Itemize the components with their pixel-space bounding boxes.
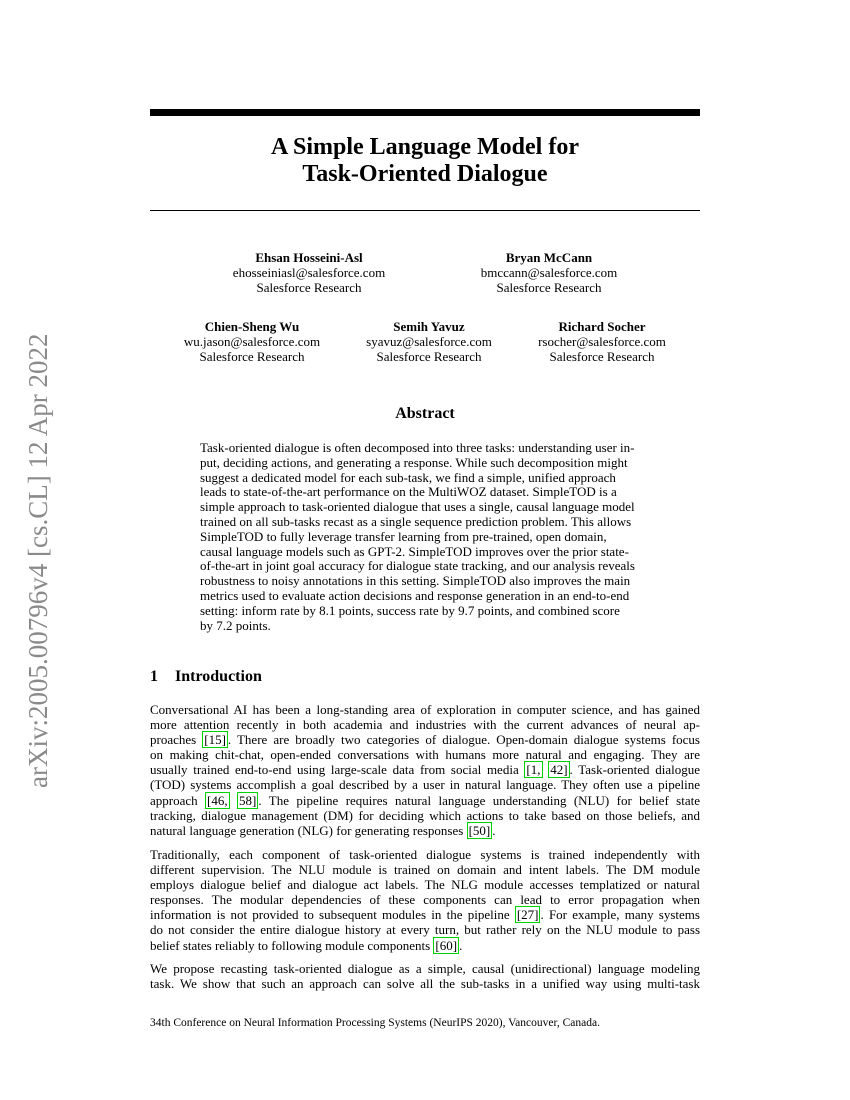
abstract-line: of-the-art in joint goal accuracy for dialogue state tracking, and our analysis reveals xyxy=(200,558,635,574)
abstract-line: metrics used to evaluate action decisions and response generation in an end-to-end xyxy=(200,587,630,603)
text-line xyxy=(150,732,700,747)
citation-link[interactable]: [1, xyxy=(526,762,541,778)
abstract-line: put, deciding actions, and generating a response. While such decomposition might xyxy=(200,454,628,470)
text-line: task. We show that such an approach can solve all the sub-tasks in a unified way using multi-task xyxy=(150,976,700,992)
author-name: Richard Socher xyxy=(558,319,646,334)
section-number: 1 xyxy=(150,668,158,685)
title-top-rule xyxy=(150,109,700,116)
citation-link[interactable]: 58] xyxy=(239,792,257,808)
abstract-line: setting: inform rate by 8.1 points, success rate by 9.7 points, and combined score xyxy=(200,602,620,618)
author-affiliation: Salesforce Research xyxy=(199,349,305,364)
title-bottom-rule xyxy=(150,210,700,211)
author-name: Ehsan Hosseini-Asl xyxy=(255,250,363,265)
text-line: different supervision. The NLU module is trained on domain and intent labels. The DM module xyxy=(150,862,700,878)
author-affiliation: Salesforce Research xyxy=(256,280,362,295)
text-line: more attention recently in both academia and industries with the current advances of neural ap- xyxy=(150,717,700,733)
text-span: information is not provided to subsequent modules in the pipeline xyxy=(150,907,515,923)
intro-paragraph-3 xyxy=(150,961,700,991)
text-line: (TOD) systems accomplish a goal described by a user in natural language. They often use a pipeline xyxy=(150,777,700,793)
abstract-line: leads to state-of-the-art performance on the MultiWOZ dataset. SimpleTOD is a xyxy=(200,484,617,500)
abstract-line: by 7.2 points. xyxy=(200,617,271,633)
abstract-line: robustness to noisy annotations in this setting. SimpleTOD also improves the main xyxy=(200,573,631,589)
text-span: approach xyxy=(150,792,206,808)
text-line xyxy=(150,762,700,777)
abstract-line: causal language models such as GPT-2. SimpleTOD improves over the prior state- xyxy=(200,543,629,559)
author-email[interactable]: wu.jason@salesforce.com xyxy=(183,334,321,349)
text-span: belief states reliably to following module components xyxy=(150,937,434,953)
text-line xyxy=(150,907,700,922)
intro-paragraph-2 xyxy=(150,847,700,953)
text-line: tracking, dialogue management (DM) for deciding which actions to take based on those beliefs, and xyxy=(150,807,700,823)
abstract-line: trained on all sub-tasks recast as a single sequence prediction problem. This allows xyxy=(200,513,632,529)
text-span: . The pipeline requires natural language understanding (NLU) for belief state xyxy=(258,792,701,808)
abstract-line: SimpleTOD to fully leverage transfer learning from pre-trained, open domain, xyxy=(200,528,607,544)
citation-link[interactable]: [50] xyxy=(468,822,491,838)
author-block xyxy=(492,319,712,364)
citation-link[interactable]: [27] xyxy=(516,907,539,923)
text-span: proaches xyxy=(150,732,203,748)
text-span: . There are broadly two categories of dialogue. Open-domain dialogue systems focus xyxy=(227,732,700,748)
author-email[interactable]: rsocher@salesforce.com xyxy=(538,334,666,349)
text-line: do not consider the entire dialogue history at every turn, but rather rely on the NLU module to pass xyxy=(150,922,700,938)
abstract-line: suggest a dedicated model for each sub-task, we find a simple, unified approach xyxy=(200,469,616,485)
conference-footnote: 34th Conference on Neural Information Processing Systems (NeurIPS 2020), Vancouver, Canada. xyxy=(150,1017,600,1029)
citation-link[interactable]: [60] xyxy=(435,937,458,953)
author-affiliation: Salesforce Research xyxy=(376,349,482,364)
text-span: . xyxy=(492,822,496,838)
title-line-1: A Simple Language Model for xyxy=(270,134,579,160)
author-affiliation: Salesforce Research xyxy=(549,349,655,364)
arxiv-identifier-stamp: arXiv:2005.00796v4 [cs.CL] 12 Apr 2022 xyxy=(23,333,53,788)
abstract-heading: Abstract xyxy=(395,405,455,422)
citation-link[interactable]: [46, xyxy=(207,792,228,808)
text-line: employs dialogue belief and dialogue act labels. The NLG module accesses templatized or natural xyxy=(150,877,700,893)
text-span: usually trained end-to-end using large-scale data from social media xyxy=(150,762,525,778)
text-span: . For example, many systems xyxy=(540,907,700,923)
text-span: natural language generation (NLG) for generating responses xyxy=(150,822,467,838)
author-affiliation: Salesforce Research xyxy=(496,280,602,295)
citation-link[interactable]: 42] xyxy=(550,762,568,778)
author-name: Bryan McCann xyxy=(505,250,593,265)
abstract-line: Task-oriented dialogue is often decomposed into three tasks: understanding user in- xyxy=(200,440,635,455)
text-span: . Task-oriented dialogue xyxy=(569,762,700,778)
abstract-line: simple approach to task-oriented dialogue that uses a single, causal language model xyxy=(200,499,635,515)
author-email[interactable]: ehosseiniasl@salesforce.com xyxy=(232,265,386,280)
text-line: Conversational AI has been a long-standing area of exploration in computer science, and has gained xyxy=(150,702,700,717)
text-line: responses. The modular dependencies of these components can lead to error propagation when xyxy=(150,892,700,908)
abstract-body xyxy=(200,441,652,633)
text-line xyxy=(150,938,700,953)
title-line-2: Task-Oriented Dialogue xyxy=(302,161,548,187)
text-line: on making chit-chat, open-ended conversations with humans more natural and engaging. They are xyxy=(150,747,700,763)
text-line: We propose recasting task-oriented dialogue as a simple, causal (unidirectional) language modeling xyxy=(150,961,700,976)
author-email[interactable]: bmccann@salesforce.com xyxy=(480,265,618,280)
author-block xyxy=(439,250,659,295)
paper-title xyxy=(150,134,700,188)
author-name: Chien-Sheng Wu xyxy=(204,319,300,334)
section-heading-introduction xyxy=(150,667,262,687)
author-block xyxy=(199,250,419,295)
text-span: . xyxy=(459,937,463,953)
author-name: Semih Yavuz xyxy=(393,319,465,334)
text-line: Traditionally, each component of task-oriented dialogue systems is trained independently with xyxy=(150,847,700,862)
intro-paragraph-1 xyxy=(150,702,700,838)
author-email[interactable]: syavuz@salesforce.com xyxy=(366,334,492,349)
citation-link[interactable]: [15] xyxy=(204,732,226,748)
text-line xyxy=(150,823,700,838)
text-line xyxy=(150,793,700,808)
section-title: Introduction xyxy=(175,668,262,685)
